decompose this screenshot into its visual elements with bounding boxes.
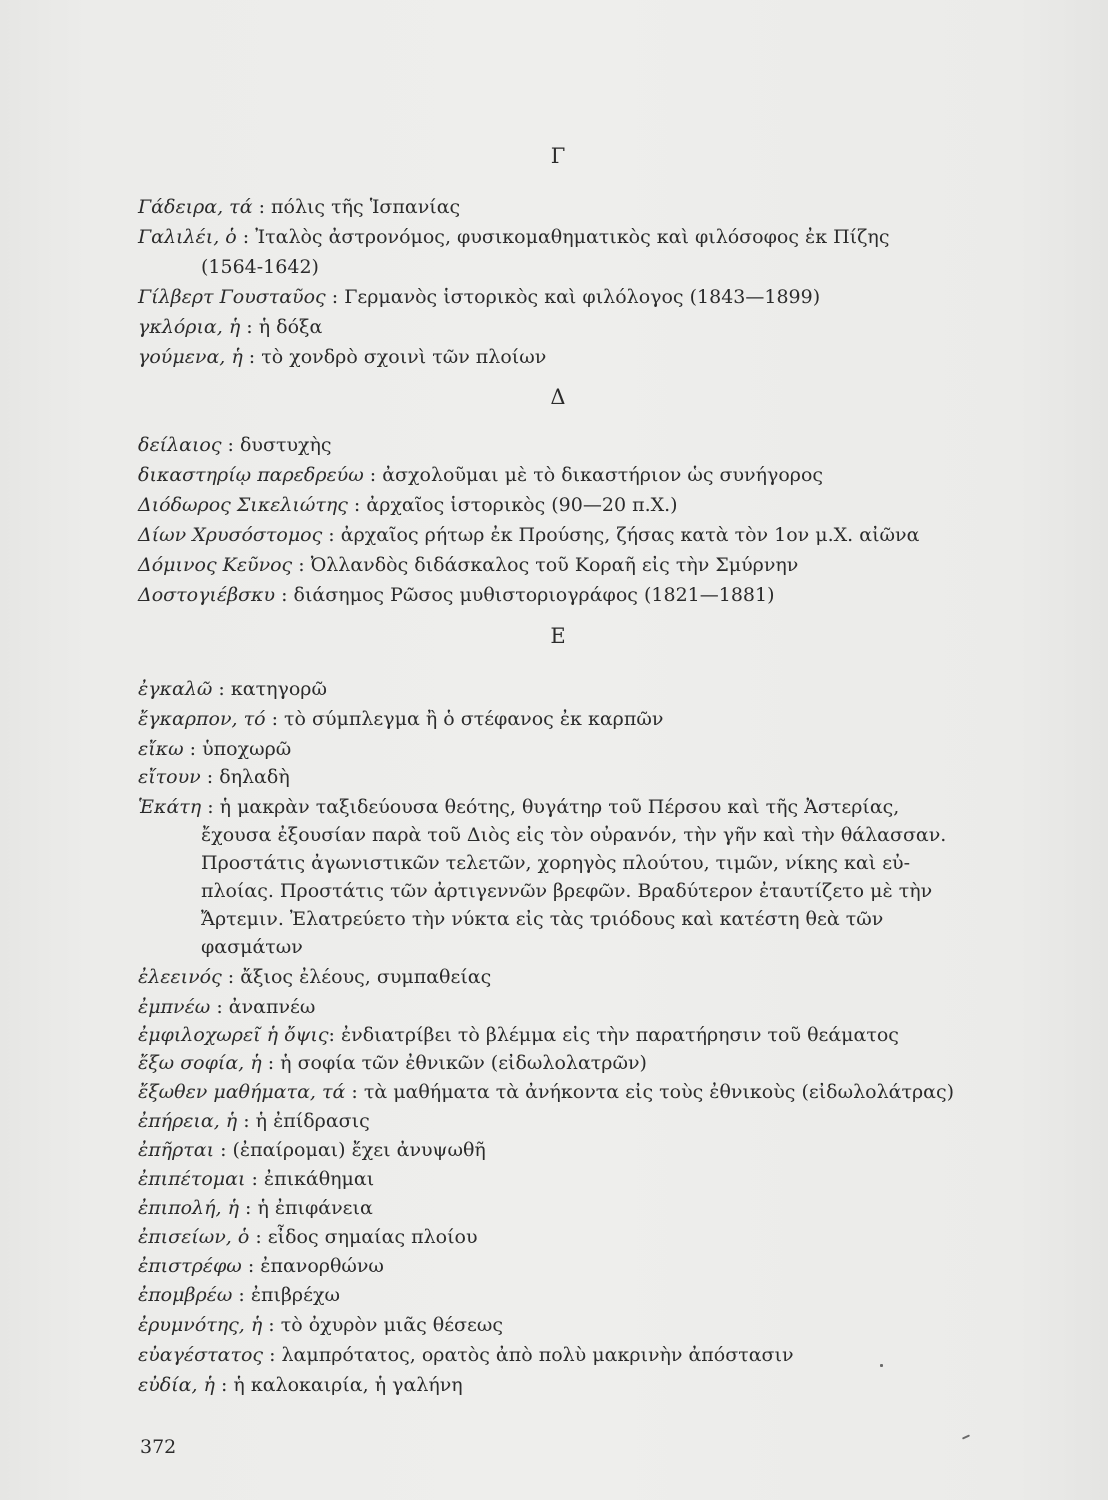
glossary-entry (138, 1193, 993, 1223)
entry-definition: ἡ μακρὰν ταξιδεύουσα θεότης, θυγάτηρ τοῦ Πέρσου καὶ τῆς Ἀστερίας, (219, 796, 900, 818)
entry-definition: εἶδος σημαίας πλοίου (267, 1226, 478, 1248)
glossary-entry (138, 520, 993, 550)
entry-definition: ἐνδιατρίβει τὸ βλέμμα εἰς τὴν παρατήρησιν τοῦ θεάματος (340, 1024, 899, 1046)
entry-term: γούμενα, ἡ (138, 346, 243, 368)
entry-definition: τὸ ὀχυρὸν μιᾶς θέσεως (280, 1314, 503, 1336)
entry-definition: ἐπιβρέχω (250, 1284, 340, 1306)
glossary-entry (138, 490, 993, 520)
entry-term: ἐγκαλῶ (138, 678, 213, 700)
glossary-entry-continuation (138, 848, 993, 878)
entry-definition: ἡ ἐπίδρασις (255, 1110, 370, 1132)
entry-definition: διάσημος Ρῶσος μυθιστοριογράφος (1821—1881) (293, 584, 775, 606)
entry-separator: : (240, 316, 259, 338)
entry-separator: : (183, 738, 203, 760)
entry-separator: : (241, 1255, 261, 1277)
section-letter-epsilon: Ε (550, 624, 566, 648)
entry-separator: : (221, 966, 241, 988)
glossary-entry-continuation (138, 252, 993, 282)
glossary-entry-continuation (138, 932, 993, 962)
glossary-entry-continuation (138, 876, 993, 906)
entry-definition: ἡ δόξα (258, 316, 323, 338)
entry-continuation: Προστάτις ἀγωνιστικῶν τελετῶν, χορηγὸς πλούτου, τιμῶν, νίκης καὶ εὐ- (201, 852, 911, 874)
entry-term: Γίλβερτ Γουσταῦος (138, 286, 326, 308)
glossary-entry (138, 1077, 993, 1107)
glossary-entry (138, 342, 993, 372)
entry-definition: ἐπικάθημαι (263, 1168, 375, 1190)
entry-term: ἐπῆρται (138, 1139, 215, 1161)
entry-definition: Ὀλλανδὸς διδάσκαλος τοῦ Κοραῆ εἰς τὴν Σμύρνην (310, 554, 799, 576)
entry-term: ἐπιπολή, ἡ (138, 1197, 239, 1219)
entry-term: ἔξω σοφία, ἡ (138, 1052, 262, 1074)
glossary-entry (138, 1106, 993, 1136)
entry-term: Δοστογιέβσκυ (138, 584, 276, 606)
entry-term: ἐπιστρέφω (138, 1255, 242, 1277)
entry-term: ἐπομβρέω (138, 1284, 233, 1306)
entry-definition: ἀρχαῖος ρήτωρ ἐκ Προύσης, ζήσας κατὰ τὸν 1ον μ.Χ. αἰῶνα (340, 524, 920, 546)
glossary-entry (138, 992, 993, 1022)
glossary-entry (138, 792, 993, 822)
entry-definition: λαμπρότατος, ορατὸς ἀπὸ πολὺ μακρινὴν ἀπόστασιν (281, 1344, 794, 1366)
entry-term: ἔγκαρπον, τό (138, 708, 266, 730)
entry-definition: ἀρχαῖος ἱστορικὸς (90—20 π.Χ.) (366, 494, 678, 516)
entry-definition: τὰ μαθήματα τὰ ἀνήκοντα εἰς τοὺς ἐθνικοὺς (εἰδωλολάτρας) (363, 1081, 955, 1103)
entry-term: ἐπήρεια, ἡ (138, 1110, 238, 1132)
entry-definition: ἡ ἐπιφάνεια (257, 1197, 373, 1219)
entry-term: ἐμπνέω (138, 996, 211, 1018)
entry-term: εἴτουν (138, 766, 201, 788)
section-letter-gamma: Γ (550, 144, 566, 168)
entry-separator: : (249, 1226, 268, 1248)
glossary-entry (138, 1340, 993, 1370)
entry-definition: ἄξιος ἐλέους, συμπαθείας (240, 966, 492, 988)
glossary-entry (138, 1280, 993, 1310)
glossary-entry (138, 580, 993, 610)
entry-separator: : (214, 1374, 234, 1396)
entry-separator: : (347, 494, 367, 516)
entry-term: ἐπισείων, ὁ (138, 1226, 250, 1248)
glossary-entry (138, 282, 993, 312)
entry-definition: κατηγορῶ (230, 678, 327, 700)
entry-separator: : (325, 286, 345, 308)
glossary-entry (138, 962, 993, 992)
entry-separator: : (275, 584, 294, 606)
entry-term: ἐπιπέτομαι (138, 1168, 246, 1190)
entry-definition: ὑποχωρῶ (202, 738, 292, 760)
page-number: 372 (140, 1436, 177, 1458)
scan-speck (962, 1434, 970, 1439)
entry-continuation: (1564-1642) (201, 256, 319, 278)
entry-continuation: πλοίας. Προστάτις τῶν ἀρτιγεννῶν βρεφῶν. Βραδύτερον ἐταυτίζετο μὲ τὴν (201, 880, 933, 902)
entry-term: ἔξωθεν μαθήματα, τά (138, 1081, 346, 1103)
glossary-entry (138, 674, 993, 704)
entry-separator: : (232, 1284, 251, 1306)
entry-term: εἴκω (138, 738, 184, 760)
glossary-entry-continuation (138, 820, 993, 850)
entry-definition: τὸ σύμπλεγμα ἢ ὁ στέφανος ἐκ καρπῶν (284, 708, 664, 730)
entry-separator: : (265, 708, 285, 730)
entry-term: Γαλιλέι, ὁ (138, 226, 237, 248)
entry-separator: : (221, 434, 240, 456)
entry-definition: πόλις τῆς Ἱσπανίας (271, 196, 461, 218)
entry-definition: ἀσχολοῦμαι μὲ τὸ δικαστήριον ὡς συνήγορος (382, 464, 824, 486)
entry-continuation: ἔχουσα ἐξουσίαν παρὰ τοῦ Διὸς εἰς τὸν οὐρανόν, τὴν γῆν καὶ τὴν θάλασσαν. (201, 824, 947, 846)
entry-definition: ἡ σοφία τῶν ἐθνικῶν (εἰδωλολατρῶν) (280, 1052, 647, 1074)
entry-continuation: φασμάτων (201, 936, 303, 958)
entry-definition: ἀναπνέω (228, 996, 316, 1018)
entry-definition: ἐπανορθώνω (260, 1255, 384, 1277)
scan-speck (880, 1364, 883, 1367)
entry-separator: : (292, 554, 311, 576)
glossary-entry (138, 1222, 993, 1252)
entry-separator: : (242, 346, 262, 368)
entry-continuation: Ἄρτεμιν. Ἐλατρεύετο τὴν νύκτα εἰς τὰς τριόδους καὶ κατέστη θεὰ τῶν (201, 908, 884, 930)
glossary-entry (138, 762, 993, 792)
section-letter-delta: Δ (550, 385, 566, 409)
entry-separator: : (328, 1024, 341, 1046)
entry-separator: : (238, 1197, 258, 1219)
glossary-entry (138, 734, 993, 764)
entry-definition: τὸ χονδρὸ σχοινὶ τῶν πλοίων (261, 346, 547, 368)
entry-term: ἐμφιλοχωρεῖ ἡ ὄψις (138, 1024, 329, 1046)
entry-definition: Γερμανὸς ἱστορικὸς καὶ φιλόλογος (1843—1899) (344, 286, 821, 308)
entry-separator: : (210, 996, 229, 1018)
entry-term: Διόδωρος Σικελιώτης (138, 494, 348, 516)
entry-definition: (ἐπαίρομαι) ἔχει ἀνυψωθῆ (232, 1139, 486, 1161)
entry-term: δικαστηρίῳ παρεδρεύω (138, 464, 364, 486)
entry-term: ἐρυμνότης, ἡ (138, 1314, 263, 1336)
glossary-entry (138, 222, 993, 252)
entry-separator: : (262, 1314, 281, 1336)
entry-separator: : (200, 766, 220, 788)
glossary-entry (138, 1370, 993, 1400)
entry-term: γκλόρια, ἡ (138, 316, 241, 338)
entry-definition: Ἰταλὸς ἀστρονόμος, φυσικομαθηματικὸς καὶ φιλόσοφος ἐκ Πίζης (255, 226, 890, 248)
glossary-entry (138, 1135, 993, 1165)
entry-separator: : (363, 464, 383, 486)
glossary-entry (138, 192, 993, 222)
entry-separator: : (252, 196, 272, 218)
entry-term: δείλαιος (138, 434, 222, 456)
entry-term: Ἑκάτη (138, 796, 202, 818)
entry-separator: : (236, 226, 256, 248)
entry-separator: : (214, 1139, 233, 1161)
entry-term: εὐδία, ἡ (138, 1374, 215, 1396)
glossary-entry (138, 1048, 993, 1078)
entry-separator: : (245, 1168, 264, 1190)
entry-separator: : (322, 524, 341, 546)
entry-separator: : (263, 1344, 282, 1366)
entry-separator: : (212, 678, 231, 700)
glossary-entry (138, 1164, 993, 1194)
entry-term: εὐαγέστατος (138, 1344, 264, 1366)
glossary-entry (138, 430, 993, 460)
entry-term: ἐλεεινός (138, 966, 222, 988)
glossary-entry-continuation (138, 904, 993, 934)
entry-term: Γάδειρα, τά (138, 196, 253, 218)
entry-separator: : (237, 1110, 256, 1132)
entry-definition: δηλαδὴ (219, 766, 290, 788)
glossary-entry (138, 1310, 993, 1340)
entry-separator: : (201, 796, 220, 818)
glossary-entry (138, 704, 993, 734)
entry-term: Δίων Χρυσόστομος (138, 524, 323, 546)
entry-separator: : (345, 1081, 364, 1103)
entry-definition: δυστυχὴς (239, 434, 332, 456)
glossary-entry (138, 1020, 993, 1050)
glossary-entry (138, 460, 993, 490)
entry-definition: ἡ καλοκαιρία, ἡ γαλήνη (233, 1374, 463, 1396)
entry-separator: : (261, 1052, 281, 1074)
glossary-entry (138, 1251, 993, 1281)
glossary-entry (138, 550, 993, 580)
entry-term: Δόμινος Κεῦνος (138, 554, 293, 576)
glossary-entry (138, 312, 993, 342)
